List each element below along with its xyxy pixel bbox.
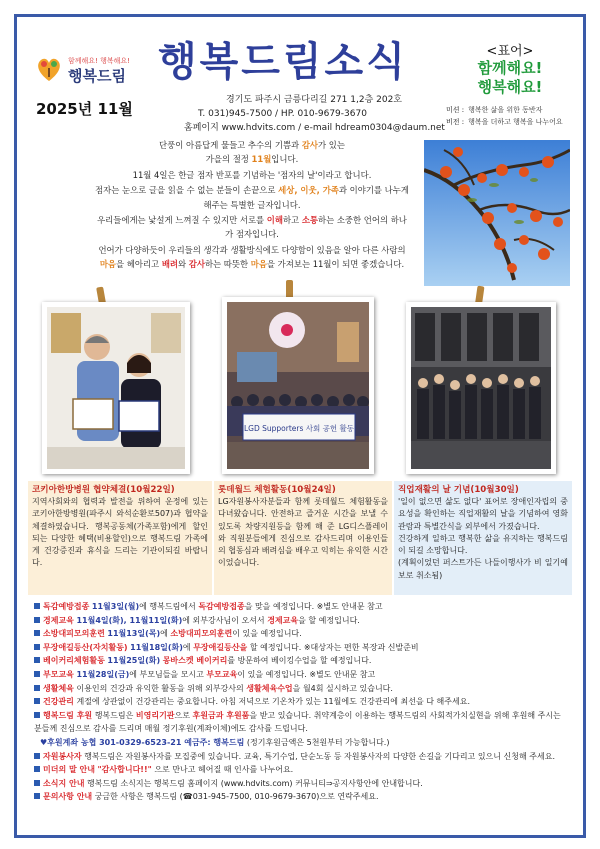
notice-highlight: 무장애길등산을 bbox=[193, 642, 248, 652]
intro-highlight: 마음 bbox=[250, 259, 267, 270]
notice-title: 소식지 안내 bbox=[43, 778, 85, 788]
notice-highlight: 후원금과 후원품 bbox=[192, 710, 250, 720]
photo-captions bbox=[28, 481, 572, 595]
notice-text: 를 방문하여 베이킹수업을 할 예정입니다. bbox=[227, 656, 372, 666]
notice-highlight: 생활체육수업 bbox=[246, 683, 293, 693]
notice-item bbox=[34, 790, 570, 804]
square-bullet-icon bbox=[34, 603, 40, 609]
notice-highlight: 소방대피모의훈련 bbox=[170, 629, 233, 639]
account-note: (정기후원금액은 5천원부터 가능합니다.) bbox=[244, 737, 390, 747]
notice-title: 문의사항 안내 bbox=[43, 792, 93, 802]
mission-vision bbox=[446, 104, 563, 128]
intro-highlight: 감사 bbox=[301, 140, 318, 150]
tagline-line-1: 함께해요! bbox=[477, 59, 543, 77]
square-bullet-icon bbox=[34, 766, 40, 772]
notice-item bbox=[34, 682, 570, 696]
square-bullet-icon bbox=[34, 780, 40, 786]
notice-item bbox=[34, 614, 570, 628]
square-bullet-icon bbox=[34, 685, 40, 691]
donation-account bbox=[34, 736, 570, 750]
vision-text: 행복을 더하고 행복을 나누어요 bbox=[468, 118, 563, 126]
contact-block bbox=[184, 93, 445, 135]
notice-title: 미더의 말 안내 bbox=[43, 765, 95, 775]
notice-title: 부모교육 bbox=[43, 669, 74, 679]
intro-highlight: 배려 bbox=[161, 259, 178, 270]
logo bbox=[34, 50, 134, 90]
intro-paragraph bbox=[94, 243, 410, 272]
notice-text: 궁금한 사항은 행복드림 (☎031-945-7500, 010-9679-3670)으로 연락주세요. bbox=[94, 792, 379, 802]
caption-title: 직업재활의 날 기념(10월30일) bbox=[398, 485, 519, 495]
notice-highlight: 11월28일(금) bbox=[76, 669, 130, 679]
notice-text: 에 bbox=[160, 629, 171, 639]
notice-highlight: 경제교육 bbox=[267, 615, 299, 625]
square-bullet-icon bbox=[34, 793, 40, 799]
notice-text: 이 있을 예정입니다. ※별도 안내문 참고 bbox=[237, 669, 376, 679]
notice-text: 을 월4회 실시하고 있습니다. bbox=[292, 683, 393, 693]
notice-text: 을 할 예정입니다. bbox=[298, 615, 360, 625]
notice-item bbox=[34, 695, 570, 709]
intro-highlight: 이해 bbox=[266, 215, 283, 226]
notice-highlight: 비영리기관 bbox=[135, 710, 175, 720]
square-bullet-icon bbox=[34, 657, 40, 663]
square-bullet-icon bbox=[34, 630, 40, 636]
notice-highlight: 11월13일(목) bbox=[107, 629, 161, 639]
account-number: ♥후원계좌 농협 301-0329-6523-21 예금주: 행복드림 bbox=[40, 737, 245, 747]
square-bullet-icon bbox=[34, 671, 40, 677]
caption-title: 코키아한방병원 협약체결(10월22일) bbox=[32, 485, 175, 495]
notice-text: 이 있을 예정입니다. bbox=[232, 629, 302, 639]
caption-vocational-day bbox=[394, 481, 572, 595]
notice-title: 자원봉사자 bbox=[43, 751, 82, 761]
caption-lotte-world bbox=[214, 481, 392, 595]
lgd-banner-text: LGD Supporters 사회 공헌 활동 bbox=[243, 424, 355, 433]
notice-text: 행복드림은 bbox=[92, 710, 136, 720]
intro-text-run: 가을의 절정 bbox=[205, 154, 252, 165]
caption-body: (계획이었던 퍼스트가든 나들이행사가 비 일기예보로 취소됨) bbox=[398, 558, 568, 580]
notice-title: 생활체육 bbox=[43, 683, 74, 693]
notice-item bbox=[34, 709, 570, 736]
intro-text-run: 하고 bbox=[282, 215, 302, 226]
notice-highlight: 부모교육 bbox=[206, 669, 238, 679]
intro-text-run: 을 헤아리고 bbox=[116, 259, 162, 270]
intro-highlight: 마음 bbox=[99, 259, 117, 270]
intro-text-run: 가 있는 bbox=[318, 140, 345, 150]
intro-highlight: 세상, 이웃, 가족 bbox=[278, 185, 339, 196]
notice-title: 소방대피모의훈련 bbox=[43, 629, 105, 639]
notice-text: 계절에 상관없이 건강관리는 중요합니다. 아침 저녁으로 기온차가 있는 11월에도 건강관리에 최선을 다 해주세요. bbox=[76, 697, 471, 707]
intro-paragraph: 11월 4일은 한글 점자 반포를 기념하는 '점자의 날'이라고 합니다. bbox=[132, 169, 372, 180]
issue-date: 2025년 11월 bbox=[36, 100, 133, 118]
intro-paragraph bbox=[94, 183, 410, 212]
notice-text: 할 예정입니다. ※대상자는 편한 복장과 신발준비 bbox=[247, 642, 419, 652]
intro-text-run: 언어가 다양하듯이 우리들의 생각과 생활방식에도 다양함이 있음을 알아 다른 사람의 bbox=[98, 244, 406, 255]
square-bullet-icon bbox=[34, 644, 40, 650]
logo-name: 행복드림 bbox=[68, 67, 126, 85]
notice-title: 독감예방접종 bbox=[43, 602, 90, 611]
mission-label: 미션 : bbox=[446, 106, 465, 114]
notice-title: 베이커리체험활동 bbox=[43, 656, 105, 666]
notice-highlight: 몽바스켓 베이커리 bbox=[162, 656, 228, 666]
notice-item bbox=[34, 777, 570, 791]
notice-text: 이용인의 건강과 유익한 활동을 위해 외부강사의 bbox=[76, 683, 247, 693]
photo-vocational-day bbox=[406, 302, 556, 474]
heart-tree-icon bbox=[34, 54, 64, 84]
photo-lotte-world bbox=[222, 297, 374, 474]
notice-text[interactable]: 행복드림 소식지는 행복드림 홈페이지 (www.hdvits.com) 커뮤니티⇒공지사항안에 안내합니다. bbox=[86, 778, 423, 788]
intro-text bbox=[94, 138, 410, 273]
caption-body: 지역사회와의 협력과 발전을 위하여 운정에 있는 코키아한방병원(파주시 와석순환로507)과 협약을 체결하였습니다. 행복공동체(가족포함)에게 할인되는 다양한 혜택(비용할인)으로 행복드림 가족에게 건강증진과 휴식을 드리는 기관이되길 바랍니다. bbox=[32, 497, 208, 568]
intro-text-run: 하는 따뜻한 bbox=[204, 259, 251, 270]
notice-text: 으로 bbox=[174, 710, 193, 720]
intro-text-run: 과 이야기를 나누게 해주는 특별한 글자입니다. bbox=[203, 185, 409, 210]
square-bullet-icon bbox=[34, 617, 40, 623]
intro-paragraph bbox=[94, 138, 410, 167]
notice-title: 경제교육 bbox=[43, 615, 74, 625]
logo-slogan: 함께해요! 행복해요! bbox=[68, 57, 130, 65]
notice-title: 건강관리 bbox=[43, 697, 74, 707]
notice-item bbox=[34, 750, 570, 764]
tagline-line-2: 행복해요! bbox=[477, 78, 543, 96]
vision-label: 비전 : bbox=[446, 118, 465, 126]
notice-highlight: 11월4일(화), 11월11일(화) bbox=[76, 615, 183, 625]
notice-list bbox=[34, 600, 570, 804]
notice-item bbox=[34, 668, 570, 682]
intro-highlight: 소통 bbox=[301, 215, 318, 226]
notice-item bbox=[34, 641, 570, 655]
caption-body: LG자원봉사자분들과 함께 롯데월드 체험활동을 다녀왔습니다. 안전하고 즐거운 시간을 보낼 수 있도록 차량지원등을 함께 해 준 LG디스플레이와 직원분들에게 진심으로 감사드리며 이용인들의 협동심과 배려심을 배우고 익히는 유익한 시간이었습니다. bbox=[218, 497, 388, 568]
hospital-agreement-photo bbox=[47, 307, 185, 469]
intro-paragraph bbox=[94, 213, 410, 242]
notice-title: 행복드림 후원 bbox=[43, 710, 93, 720]
square-bullet-icon bbox=[34, 753, 40, 759]
notice-text: 에 행복드림에서 bbox=[139, 602, 199, 611]
newsletter-title: 행복드림소식 bbox=[158, 39, 408, 85]
caption-hospital bbox=[28, 481, 212, 595]
notice-highlight: 11월25일(화) bbox=[107, 656, 161, 666]
intro-text-run: 우리들에게는 낯설게 느껴질 수 있지만 서로를 bbox=[97, 215, 267, 226]
phone: T. 031)945-7500 / HP. 010-9679-3670 bbox=[198, 109, 367, 119]
intro-text-run: 하는 소중한 언어의 하나가 점자입니다. bbox=[225, 215, 407, 240]
notice-item bbox=[34, 654, 570, 668]
notice-highlight: 11월3일(월) bbox=[91, 602, 140, 611]
intro-text-run: 와 bbox=[178, 259, 189, 270]
photo-hospital-agreement bbox=[42, 302, 190, 474]
persimmon-tree-image bbox=[424, 140, 570, 286]
intro-text-run: 단풍이 아름답게 물들고 추수의 기쁨과 bbox=[159, 140, 302, 150]
notice-item bbox=[34, 627, 570, 641]
web-email[interactable]: 홈페이지 www.hdvits.com / e-mail hdream0304@daum.net bbox=[184, 123, 445, 133]
notice-text: 을 맞을 예정입니다. ※별도 안내문 참고 bbox=[244, 602, 383, 611]
tagline-heading: <표어> bbox=[486, 44, 534, 59]
notice-highlight: "감사합니다!!" bbox=[97, 765, 152, 775]
address: 경기도 파주시 금릉다리길 271 1,2층 202호 bbox=[226, 95, 402, 105]
notice-text: 행복드림은 자원봉사자를 모집중에 있습니다. 교육, 특기수업, 단순노동 등 자원봉사자의 다양한 손길을 기다리고 있으니 신청해 주세요. bbox=[84, 751, 555, 761]
intro-highlight: 감사 bbox=[188, 259, 205, 270]
mission-text: 행복한 삶을 위한 동반자 bbox=[468, 106, 543, 114]
intro-text-run: 점자는 눈으로 글을 읽을 수 없는 분들이 손끝으로 bbox=[95, 185, 279, 196]
notice-text: 에 부모님들을 모시고 bbox=[129, 669, 207, 679]
vocational-day-photo bbox=[411, 307, 551, 469]
notice-item bbox=[34, 763, 570, 777]
square-bullet-icon bbox=[34, 698, 40, 704]
notice-text: 에 외부강사님이 오셔서 bbox=[182, 615, 268, 625]
intro-text-run: 입니다. bbox=[271, 154, 299, 165]
notice-highlight: 독감예방접종 bbox=[198, 602, 245, 611]
notice-text: 을 받고 있습니다. 취약계층이 이용하는 행복드림의 사회적가치실현을 위해 후원해 주시는 분들께 진심으로 감사를 드리며 매월 정기후원(계좌이체)에도 감사를 드립니다. bbox=[34, 710, 561, 734]
square-bullet-icon bbox=[34, 712, 40, 718]
notice-item bbox=[34, 600, 570, 614]
intro-highlight: 11월 bbox=[251, 154, 272, 165]
notice-text: 으로 만나고 헤어질 때 인사를 나누어요. bbox=[151, 765, 294, 775]
caption-body: 건강하게 일하고 행복한 삶을 유지하는 행복드림이 되길 소망합니다. bbox=[398, 533, 568, 556]
intro-text-run: 을 가져보는 11월이 되면 좋겠습니다. bbox=[266, 259, 405, 270]
notice-title: 무장애길등산(자치활동) bbox=[43, 642, 128, 652]
notice-highlight: 11월18일(화) bbox=[130, 642, 183, 652]
tagline-box bbox=[446, 40, 574, 97]
notice-text: 에 bbox=[182, 642, 194, 652]
caption-title: 롯데월드 체험활동(10월24일) bbox=[218, 485, 336, 495]
lotte-world-photo bbox=[227, 302, 369, 469]
caption-body: '일이 없으면 삶도 없다' 표어로 장애인자립의 중요성을 확인하는 직업재활의 날을 기념하여 영화관람과 특별간식을 외부에서 가졌습니다. bbox=[398, 497, 568, 531]
